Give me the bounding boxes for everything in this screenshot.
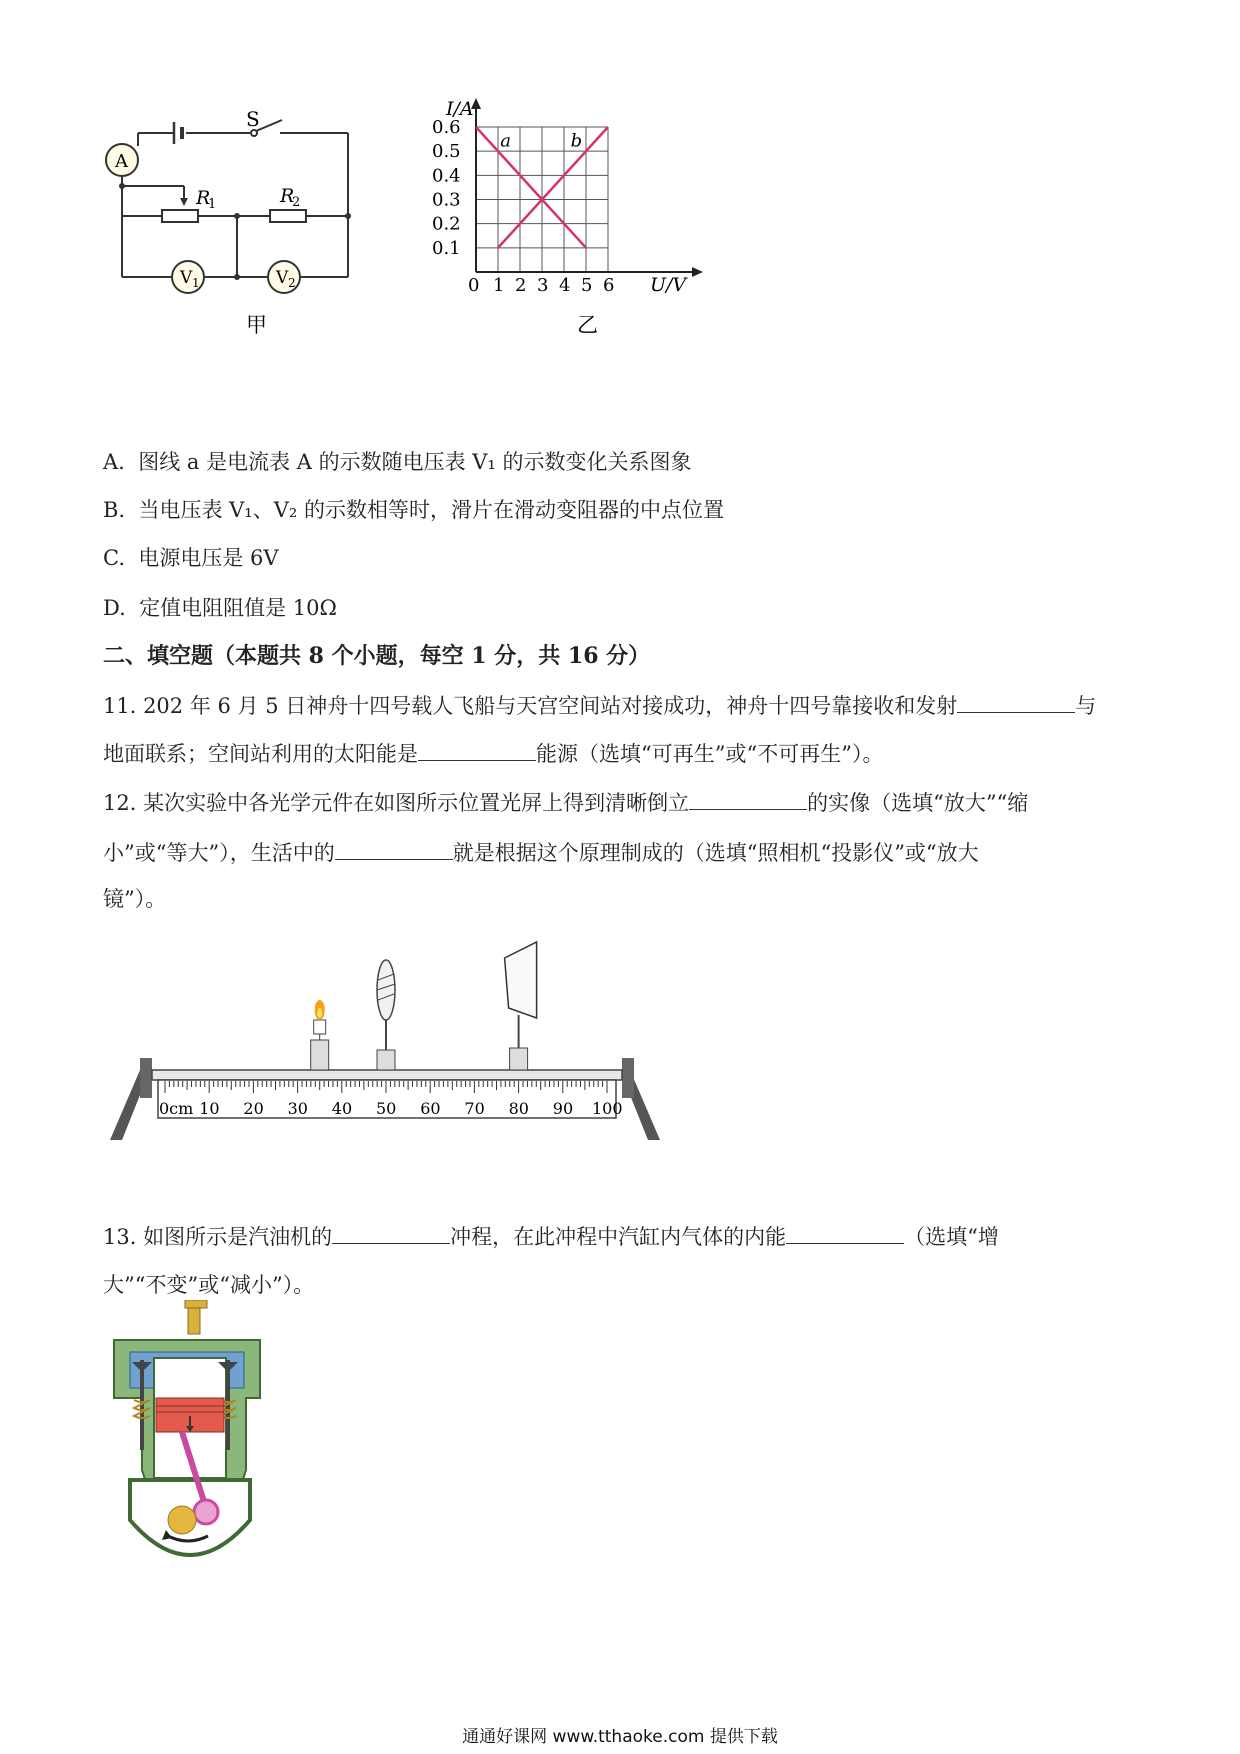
y-tick-label: 0.3: [432, 189, 461, 211]
series-line-a: [476, 127, 586, 248]
q11-line1: 11. 202 年 6 月 5 日神舟十四号载人飞船与天宫空间站对接成功，神舟十四号靠接收和发射 与: [103, 690, 1096, 721]
x-tick-label: 6: [603, 275, 615, 296]
line-a-label: a: [500, 130, 511, 152]
v2-label: V: [276, 268, 289, 288]
switch-label: S: [246, 107, 260, 131]
scale-label: 100: [592, 1099, 623, 1118]
y-tick-label: 0.1: [432, 237, 461, 259]
scale-label: 80: [508, 1099, 529, 1118]
scale-label: 70: [464, 1099, 485, 1118]
option-a: A. 图线 a 是电流表 A 的示数随电压表 V₁ 的示数变化关系图象: [103, 450, 692, 474]
y-tick-label: 0.6: [432, 117, 461, 138]
iu-graph: [430, 95, 710, 385]
v1-sub: 1: [192, 276, 200, 290]
q12-blank-1[interactable]: [689, 787, 807, 810]
gasoline-engine-diagram: [110, 1300, 280, 1580]
series-line-b: [498, 127, 608, 248]
scale-label: 0cm: [159, 1099, 194, 1118]
scale-label: 50: [376, 1099, 397, 1118]
v1-label: V: [180, 268, 193, 288]
light-screen: [505, 942, 537, 1070]
scale-label: 30: [287, 1099, 308, 1118]
optical-bench: [110, 940, 670, 1140]
q13-line1: 13. 如图所示是汽油机的 冲程，在此冲程中汽缸内气体的内能 （选填“增: [103, 1221, 999, 1252]
x-axis-label: U/V: [650, 274, 687, 296]
scale-label: 40: [331, 1099, 353, 1118]
q12-blank-2[interactable]: [335, 837, 453, 860]
scale-label: 90: [552, 1099, 574, 1118]
x-tick-label: 4: [559, 275, 571, 296]
r1-sub: 1: [208, 197, 217, 212]
q11-line2: 地面联系；空间站利用的太阳能是 能源（选填“可再生”或“不可再生”）。: [103, 738, 883, 769]
option-b: B. 当电压表 V₁、V₂ 的示数相等时，滑片在滑动变阻器的中点位置: [103, 498, 724, 522]
y-tick-label: 0.4: [432, 165, 461, 187]
y-axis-label: I/A: [446, 98, 474, 120]
scale-label: 20: [243, 1099, 264, 1118]
q12-line1: 12. 某次实验中各光学元件在如图所示位置光屏上得到清晰倒立 的实像（选填“放大”“缩: [103, 787, 1028, 818]
q12-line3: 镜”）。: [103, 887, 167, 911]
figure-caption-yi: 乙: [577, 313, 598, 337]
q12-line2: 小”或“等大”），生活中的 就是根据这个原理制成的（选填“照相机“投影仪”或“放大: [103, 837, 979, 868]
ammeter-label: A: [115, 151, 128, 172]
option-c: C. 电源电压是 6V: [103, 546, 279, 570]
section-title: 二、填空题（本题共 8 个小题，每空 1 分，共 16 分）: [103, 643, 651, 669]
x-tick-label: 3: [537, 275, 549, 296]
x-tick-label: 0: [468, 275, 480, 296]
y-tick-label: 0.5: [432, 141, 461, 163]
q11-blank-2[interactable]: [418, 738, 536, 761]
r2-sub: 2: [292, 195, 301, 210]
figure-caption-jia: 甲: [246, 313, 267, 337]
v2-sub: 2: [288, 276, 296, 290]
line-b-label: b: [570, 130, 583, 152]
q13-line2: 大”“不变”或“减小”）。: [103, 1273, 315, 1297]
q11-blank-1[interactable]: [957, 690, 1075, 713]
scale-label: 60: [420, 1099, 441, 1118]
q13-blank-1[interactable]: [332, 1221, 450, 1244]
r2-label: R: [280, 185, 295, 207]
circuit-diagram: [100, 100, 420, 380]
footer-credit: 通通好课网 www.tthaoke.com 提供下载: [462, 1727, 778, 1747]
x-tick-label: 1: [493, 275, 505, 296]
option-d: D. 定值电阻阻值是 10Ω: [103, 596, 337, 620]
candle: [311, 1000, 329, 1070]
y-tick-label: 0.2: [432, 213, 461, 235]
x-tick-label: 5: [581, 275, 593, 296]
scale-label: 10: [199, 1099, 220, 1118]
convex-lens: [377, 960, 395, 1070]
q13-blank-2[interactable]: [786, 1221, 904, 1244]
r1-label: R: [196, 187, 211, 209]
x-tick-label: 2: [515, 275, 527, 296]
